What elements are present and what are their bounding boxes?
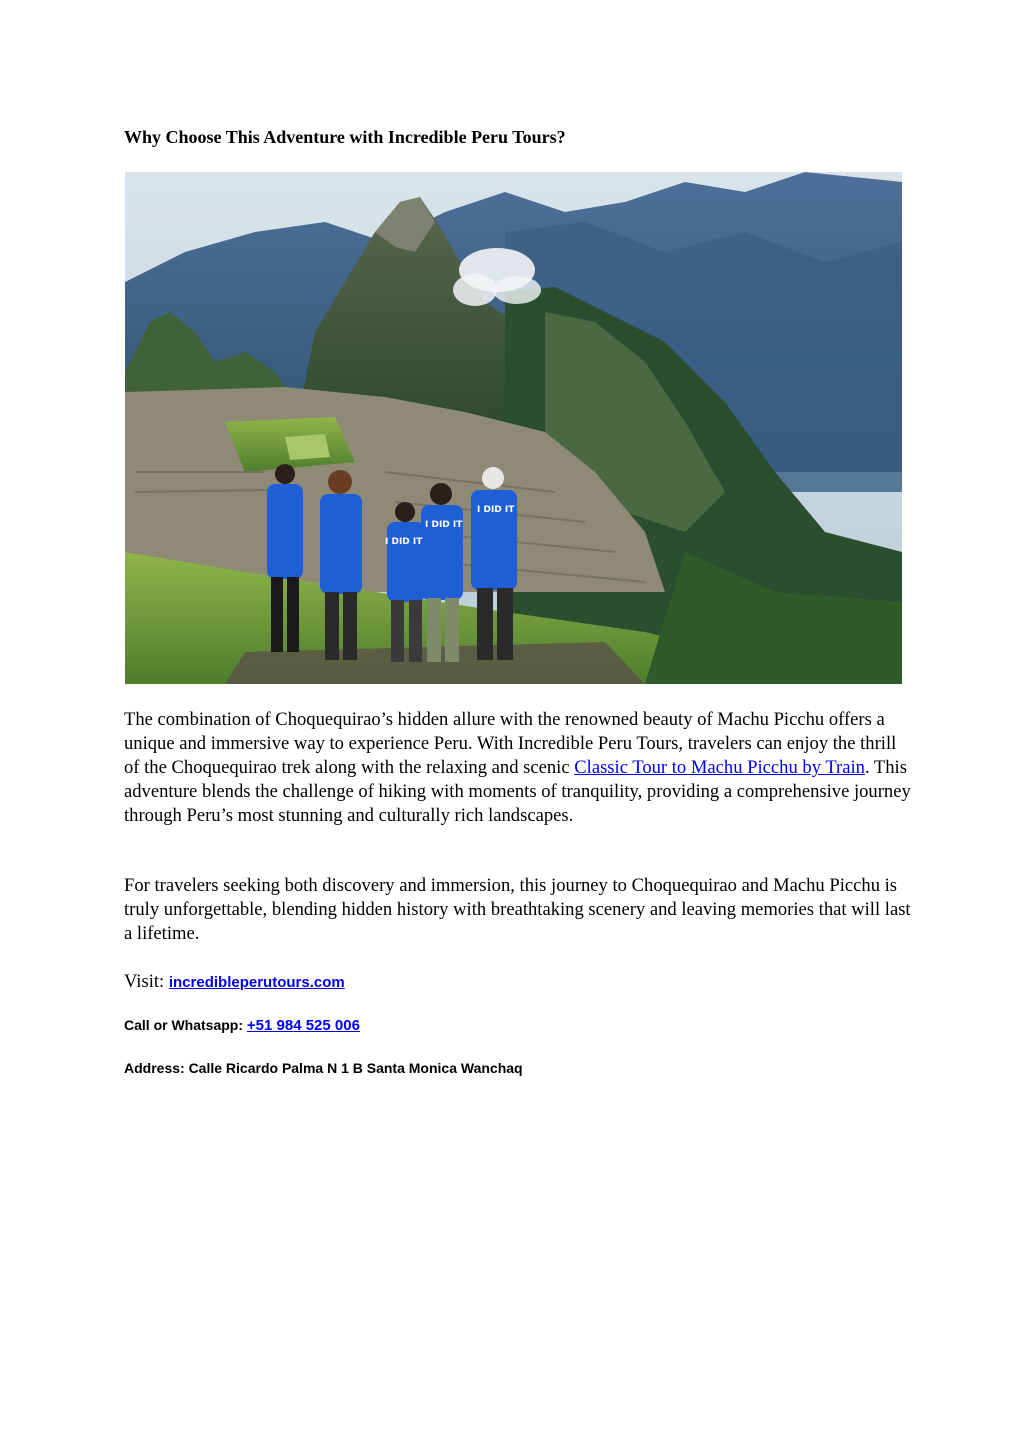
visit-line: [124, 970, 345, 995]
phone-link[interactable]: +51 984 525 006: [246, 1017, 360, 1034]
website-link[interactable]: incredibleperutours.com: [168, 974, 345, 991]
machu-picchu-photo: [125, 172, 902, 684]
paragraph-discovery: For travelers seeking both discovery and immersion, this journey to Choquequirao and Machu Picchu is truly unforgettable, blending hidden history with breathtaking scenery and leaving memories that will last a lifetime.: [124, 875, 911, 944]
visit-label: Visit:: [124, 971, 169, 992]
paragraph-text-after-link: . This adventure blends the challenge of hiking with moments of tranquility, providing a comprehensive journey through Peru’s most stunning and culturally rich landscapes.: [124, 757, 911, 826]
paragraph-choquequirao: [124, 708, 914, 828]
page-heading: Why Choose This Adventure with Incredible Peru Tours?: [124, 127, 566, 147]
shirt-text: I DID IT: [385, 537, 423, 547]
contact-line: [124, 1015, 360, 1036]
address-line: Address: Calle Ricardo Palma N 1 B Santa Monica Wanchaq: [124, 1060, 523, 1076]
paragraph-text-before-link: The combination of Choquequirao’s hidden allure with the renowned beauty of Machu Picchu offers a unique and immersive way to experience Peru. With Incredible Peru Tours, travelers can enjoy the thrill of the Choquequirao trek along with the relaxing and scenic: [124, 709, 897, 778]
shirt-text: I DID IT: [425, 520, 463, 530]
classic-tour-link[interactable]: Classic Tour to Machu Picchu by Train: [574, 757, 865, 778]
shirt-text: I DID IT: [477, 505, 515, 515]
contact-label: Call or Whatsapp:: [124, 1017, 247, 1033]
